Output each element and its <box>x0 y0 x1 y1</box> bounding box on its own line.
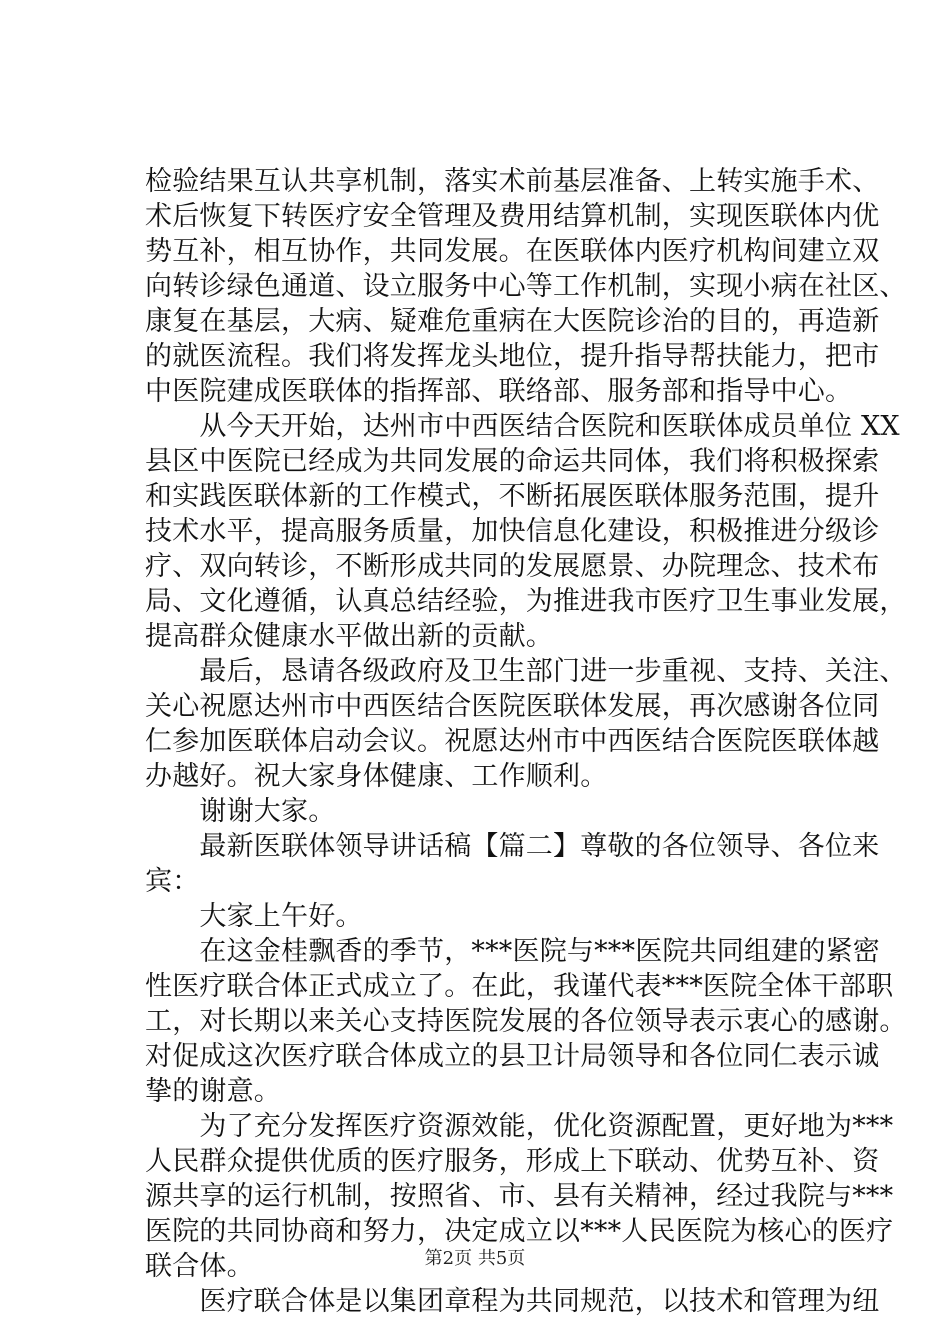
text-line: 疗、双向转诊，不断形成共同的发展愿景、办院理念、技术布 <box>145 551 880 582</box>
text-line: 提高群众健康水平做出新的贡献。 <box>145 621 553 652</box>
page-number-footer: 第2页 共5页 <box>424 1248 526 1269</box>
text-line: 中医院建成医联体的指挥部、联络部、服务部和指导中心。 <box>145 376 853 407</box>
text-line: 检验结果互认共享机制，落实术前基层准备、上转实施手术、 <box>145 166 880 197</box>
text-line: 最后，恳请各级政府及卫生部门进一步重视、支持、关注、 <box>145 656 907 687</box>
document-body <box>145 164 907 1319</box>
text-line: 大家上午好。 <box>145 901 363 932</box>
text-line: 医疗联合体是以集团章程为共同规范，以技术和管理为纽 <box>145 1286 880 1317</box>
text-line: 术后恢复下转医疗安全管理及费用结算机制，实现医联体内优 <box>145 201 880 232</box>
text-line: 联合体。 <box>145 1251 254 1282</box>
text-line: 为了充分发挥医疗资源效能，优化资源配置，更好地为*** <box>145 1111 894 1142</box>
text-line: 在这金桂飘香的季节，***医院与***医院共同组建的紧密 <box>145 936 880 967</box>
text-line: 关心祝愿达州市中西医结合医院医联体发展，再次感谢各位同 <box>145 691 880 722</box>
text-line: 康复在基层，大病、疑难危重病在大医院诊治的目的，再造新 <box>145 306 880 337</box>
text-line: 县区中医院已经成为共同发展的命运共同体，我们将积极探索 <box>145 446 880 477</box>
text-line: 和实践医联体新的工作模式，不断拓展医联体服务范围，提升 <box>145 481 880 512</box>
text-line: 技术水平，提高服务质量，加快信息化建设，积极推进分级诊 <box>145 516 880 547</box>
text-line: 的就医流程。我们将发挥龙头地位，提升指导帮扶能力，把市 <box>145 341 880 372</box>
text-line: 工，对长期以来关心支持医院发展的各位领导表示衷心的感谢。 <box>145 1006 907 1037</box>
text-line: 宾： <box>145 866 200 897</box>
text-line: 最新医联体领导讲话稿【篇二】尊敬的各位领导、各位来 <box>145 831 880 862</box>
text-line: 办越好。祝大家身体健康、工作顺利。 <box>145 761 608 792</box>
text-line: 源共享的运行机制，按照省、市、县有关精神，经过我院与*** <box>145 1181 894 1212</box>
text-line: 仁参加医联体启动会议。祝愿达州市中西医结合医院医联体越 <box>145 726 880 757</box>
text-line: 挚的谢意。 <box>145 1076 281 1107</box>
text-line: 向转诊绿色通道、设立服务中心等工作机制，实现小病在社区、 <box>145 271 907 302</box>
text-line: 从今天开始，达州市中西医结合医院和医联体成员单位 XX <box>145 411 900 442</box>
text-line: 性医疗联合体正式成立了。在此，我谨代表***医院全体干部职 <box>145 971 894 1002</box>
text-line: 谢谢大家。 <box>145 796 336 827</box>
text-line: 人民群众提供优质的医疗服务，形成上下联动、优势互补、资 <box>145 1146 880 1177</box>
text-line: 对促成这次医疗联合体成立的县卫计局领导和各位同仁表示诚 <box>145 1041 880 1072</box>
text-line: 局、文化遵循，认真总结经验，为推进我市医疗卫生事业发展， <box>145 586 907 617</box>
text-line: 医院的共同协商和努力，决定成立以***人民医院为核心的医疗 <box>145 1216 894 1247</box>
text-line: 势互补，相互协作，共同发展。在医联体内医疗机构间建立双 <box>145 236 880 267</box>
